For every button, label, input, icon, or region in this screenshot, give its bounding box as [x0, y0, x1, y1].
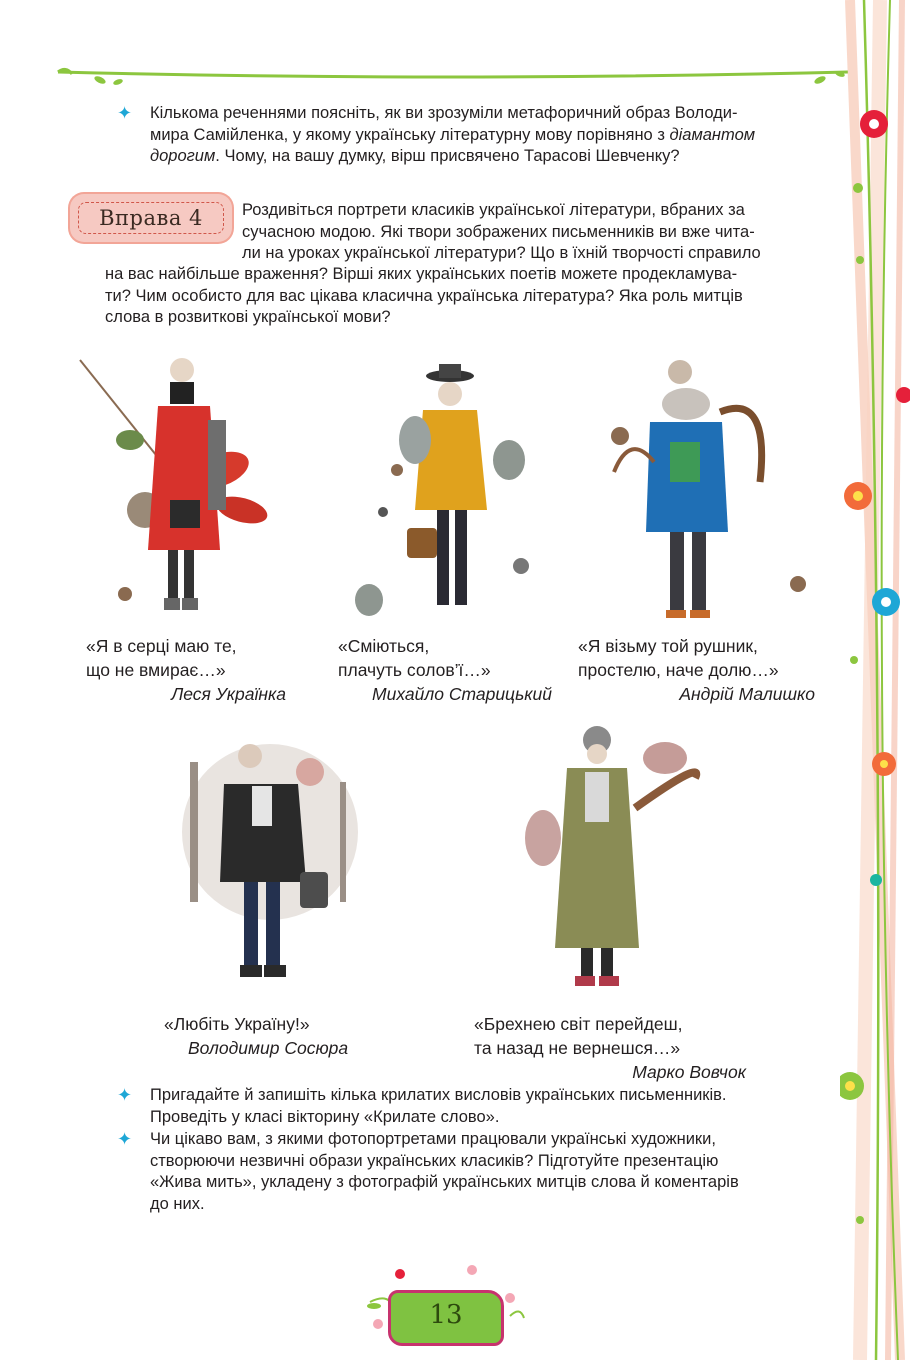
bullet-paragraph-2 — [150, 1129, 815, 1215]
bullet-2-line-2: створюючи незвичні образи українських класиків? Підготуйте презентацію — [150, 1151, 719, 1170]
exercise-line-4: на вас найбільше враження? Вірші яких українських поетів можете продекламува- — [105, 265, 738, 283]
author-name: Михайло Старицький — [372, 684, 552, 704]
bullet-1-line-1: Пригадайте й запишіть кілька крилатих висловів українських письменників. — [150, 1086, 727, 1104]
exercise-line-2: сучасною модою. Які твори зображених письменників ви вже чита- — [242, 222, 755, 241]
portrait-marko-vovchok — [515, 718, 715, 1008]
portrait-mykhailo-starytskyi — [345, 360, 545, 630]
author-name: Андрій Малишко — [679, 684, 815, 704]
quote-line-1: «Я в серці маю те, — [86, 636, 237, 656]
exercise-line-3: ли на уроках української літератури? Що в їхній творчості справило — [242, 244, 761, 262]
exercise-paragraph-bottom — [105, 264, 815, 329]
author-name: Марко Вовчок — [632, 1062, 746, 1082]
intro-line-1: Кількома реченнями поясніть, як ви зрозуміли метафоричний образ Володи- — [150, 104, 738, 122]
exercise-badge-label: Вправа 4 — [78, 202, 224, 234]
quote-line-1: «Брехнею світ перейдеш, — [474, 1014, 683, 1034]
portrait-volodymyr-sosiura — [180, 722, 360, 1002]
intro-line-2: мира Самійленка, у якому українську літературну мову порівняно з діамантом — [150, 125, 756, 144]
quote-line-2: що не вмирає…» — [86, 660, 226, 680]
bullet-2-line-1: Чи цікаво вам, з якими фотопортретами працювали українські художники, — [150, 1130, 716, 1148]
intro-paragraph — [150, 103, 815, 168]
quote-line-1: «Я візьму той рушник, — [578, 636, 758, 656]
quote-line-2: плачуть солов’ї…» — [338, 660, 491, 680]
top-vine-decoration — [0, 0, 910, 100]
caption-volodymyr-sosiura — [164, 1012, 384, 1060]
quote-line-1: «Любіть Україну!» — [164, 1014, 310, 1034]
caption-marko-vovchok — [474, 1012, 746, 1084]
portrait-andrii-malyshko — [600, 352, 815, 627]
bullet-2-line-3: «Жива мить», укладену з фотографій українських митців слова й коментарів — [150, 1173, 739, 1191]
exercise-paragraph-top — [242, 200, 815, 265]
bullet-star-icon: ✦ — [117, 1085, 133, 1105]
bullet-star-icon: ✦ — [117, 1129, 133, 1149]
bullet-star-icon: ✦ — [117, 103, 133, 123]
quote-line-2: та назад не вернешся…» — [474, 1038, 681, 1058]
author-name: Леся Українка — [171, 684, 286, 704]
bullet-2-line-4: до них. — [150, 1194, 205, 1213]
bullet-1-line-2: Проведіть у класі вікторину «Крилате слово». — [150, 1107, 500, 1126]
portrait-lesya-ukrainka — [70, 350, 270, 630]
author-name: Володимир Сосюра — [188, 1038, 349, 1058]
exercise-line-5: ти? Чим особисто для вас цікава класична українська література? Яка роль митців — [105, 286, 743, 305]
page-number-tab — [388, 1290, 504, 1346]
quote-line-2: простелю, наче долю…» — [578, 660, 779, 680]
quote-line-1: «Сміються, — [338, 636, 430, 656]
page-number: 13 — [429, 1300, 463, 1330]
bullet-paragraph-1 — [150, 1085, 815, 1128]
exercise-badge — [72, 196, 230, 240]
intro-line-3: дорогим. Чому, на вашу думку, вірш присвячено Тарасові Шевченку? — [150, 147, 680, 165]
caption-lesya-ukrainka — [86, 634, 286, 706]
exercise-line-1: Роздивіться портрети класиків української літератури, вбраних за — [242, 201, 745, 219]
right-margin-decoration — [840, 0, 910, 1360]
caption-mykhailo-starytskyi — [338, 634, 552, 706]
exercise-line-6: слова в розвиткові української мови? — [105, 308, 391, 326]
caption-andrii-malyshko — [578, 634, 815, 706]
